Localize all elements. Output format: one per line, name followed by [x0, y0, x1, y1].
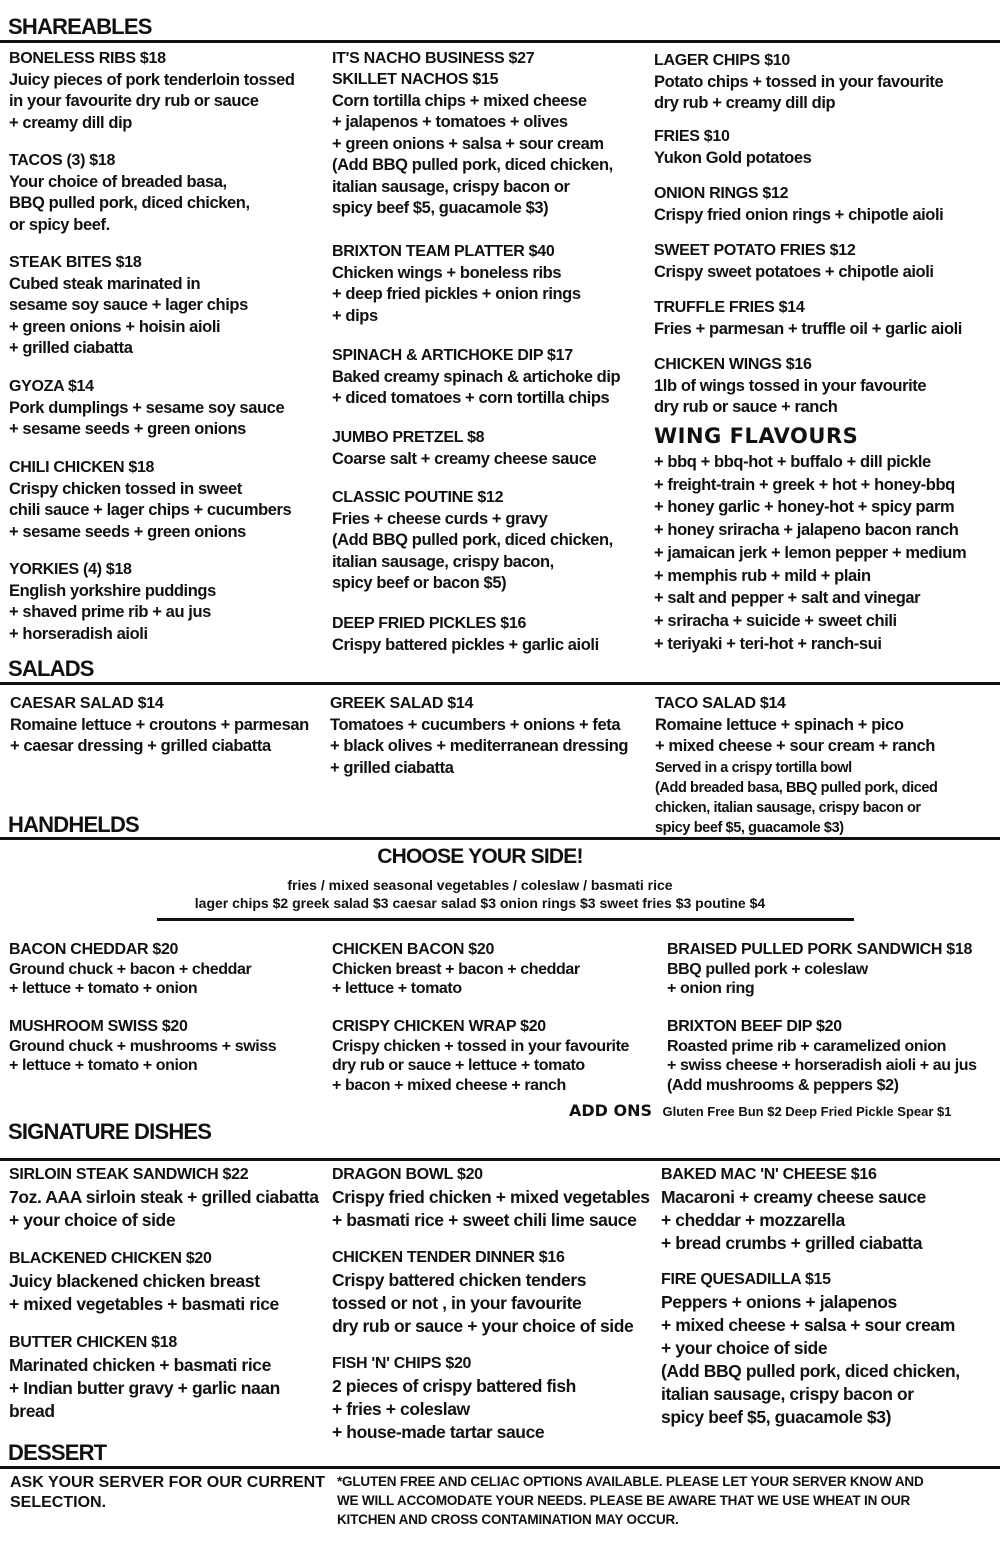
description-line: + mixed cheese + sour cream + ranch [655, 737, 935, 755]
menu-item-description [9, 398, 284, 441]
description-line: BBQ pulled pork, diced chicken, [9, 194, 250, 212]
menu-item-description [332, 1186, 650, 1232]
description-line: Juicy blackened chicken breast [9, 1271, 260, 1291]
menu-item-name: SIRLOIN STEAK SANDWICH $22 [9, 1166, 249, 1183]
description-line: (Add mushrooms & peppers $2) [667, 1076, 899, 1094]
description-line: + diced tomatoes + corn tortilla chips [332, 389, 610, 407]
description-line: Marinated chicken + basmati rice [9, 1355, 271, 1375]
menu-item [332, 613, 599, 656]
description-line: 1lb of wings tossed in your favourite [654, 376, 927, 395]
description-line: + Indian butter gravy + garlic naan [9, 1378, 280, 1398]
menu-item-name: FIRE QUESADILLA $15 [661, 1271, 831, 1288]
description-line: Chicken breast + bacon + cheddar [332, 960, 580, 978]
description-line: spicy beef $5, guacamole $3) [661, 1407, 892, 1427]
description-line: (Add BBQ pulled pork, diced chicken, [332, 156, 613, 174]
description-line: + grilled ciabatta [330, 758, 454, 777]
menu-item-description [332, 91, 613, 220]
menu-item-description [332, 1269, 633, 1338]
menu-item-description [9, 960, 251, 999]
menu-item [332, 345, 620, 410]
description-line: bread [9, 1401, 55, 1421]
description-line: + swiss cheese + horseradish aioli + au jus [667, 1057, 977, 1074]
wing-flavour-line: + freight-train + greek + hot + honey-bbq [654, 475, 955, 494]
menu-item [332, 1163, 650, 1232]
description-line: (Add BBQ pulled pork, diced chicken, [332, 531, 613, 549]
description-line: + jalapenos + tomatoes + olives [332, 113, 568, 131]
menu-item-name: SKILLET NACHOS $15 [332, 71, 499, 88]
description-line: chili sauce + lager chips + cucumbers [9, 501, 292, 519]
add-ons-label: ADD ONS [569, 1101, 653, 1120]
description-line: Yukon Gold potatoes [654, 148, 812, 167]
description-line: Crispy sweet potatoes + chipotle aioli [654, 262, 934, 281]
description-line: Coarse salt + creamy cheese sauce [332, 449, 597, 468]
menu-item-description [9, 1270, 279, 1316]
menu-item-name: CHILI CHICKEN $18 [9, 459, 155, 476]
menu-item-name: BRIXTON TEAM PLATTER $40 [332, 243, 555, 260]
wing-flavour-line: + salt and pepper + salt and vinegar [654, 589, 921, 608]
description-line: Crispy fried onion rings + chipotle aioli [654, 205, 944, 224]
description-line: Crispy battered pickles + garlic aioli [332, 635, 599, 654]
description-line: Crispy chicken tossed in sweet [9, 479, 242, 498]
description-line: English yorkshire puddings [9, 581, 216, 600]
description-line: + cheddar + mozzarella [661, 1210, 845, 1230]
menu-item-name: TACOS (3) $18 [9, 152, 116, 169]
menu-item-description [9, 1037, 276, 1076]
description-line: + shaved prime rib + au jus [9, 603, 211, 621]
description-line: + green onions + hoisin aioli [9, 317, 221, 336]
menu-item-description [667, 960, 972, 999]
menu-item [330, 693, 628, 779]
menu-item-name: DRAGON BOWL $20 [332, 1166, 483, 1183]
menu-item-description [661, 1291, 960, 1429]
menu-item-note [655, 758, 938, 838]
description-line: spicy beef or bacon $5) [332, 574, 507, 592]
description-line: Pork dumplings + sesame soy sauce [9, 398, 285, 417]
description-line: Tomatoes + cucumbers + onions + feta [330, 715, 621, 734]
menu-item-description [654, 72, 943, 115]
note-line: spicy beef $5, guacamole $3) [655, 819, 844, 836]
choose-side-title: CHOOSE YOUR SIDE! [377, 845, 583, 868]
description-line: Fries + cheese curds + gravy [332, 509, 548, 528]
menu-item-name: BONELESS RIBS $18 [9, 50, 166, 67]
choose-side-block [0, 845, 1000, 911]
menu-item-description [661, 1186, 926, 1255]
menu-item-name: CAESAR SALAD $14 [10, 695, 164, 712]
divider [0, 1158, 1000, 1161]
menu-item [332, 427, 596, 470]
divider [157, 918, 854, 921]
menu-item-name: IT'S NACHO BUSINESS $27 [332, 50, 535, 67]
description-line: + creamy dill dip [9, 113, 132, 132]
menu-item-description [10, 715, 309, 758]
menu-item-name: SWEET POTATO FRIES $12 [654, 242, 856, 259]
menu-item-description [332, 1037, 629, 1096]
description-line: + basmati rice + sweet chili lime sauce [332, 1210, 637, 1230]
menu-item [9, 559, 216, 645]
menu-item-name: BAKED MAC 'N' CHEESE $16 [661, 1166, 877, 1183]
menu-item-name: DEEP FRIED PICKLES $16 [332, 615, 527, 632]
section-title-shareables: SHAREABLES [8, 14, 152, 39]
menu-item-description [667, 1037, 977, 1096]
menu-item [9, 252, 248, 360]
menu-item-name: JUMBO PRETZEL $8 [332, 429, 485, 446]
menu-item [332, 48, 534, 70]
description-line: + caesar dressing + grilled ciabatta [10, 737, 271, 755]
menu-item-description [9, 1354, 280, 1423]
menu-item [667, 1017, 977, 1095]
description-line: Cubed steak marinated in [9, 274, 201, 293]
menu-item-name: BRAISED PULLED PORK SANDWICH $18 [667, 941, 973, 958]
description-line: in your favourite dry rub or sauce [9, 92, 259, 110]
menu-item-name: TRUFFLE FRIES $14 [654, 299, 805, 316]
description-line: + mixed cheese + salsa + sour cream [661, 1315, 955, 1335]
description-line: dry rub + creamy dill dip [654, 94, 836, 112]
menu-item-name: BRIXTON BEEF DIP $20 [667, 1018, 842, 1035]
menu-item-description [9, 581, 216, 646]
menu-item-description [332, 960, 580, 999]
menu-item-name: YORKIES (4) $18 [9, 561, 132, 578]
note-line: Served in a crispy tortilla bowl [655, 759, 852, 776]
menu-item-name: BUTTER CHICKEN $18 [9, 1334, 177, 1351]
wing-flavour-line: + teriyaki + teri-hot + ranch-sui [654, 634, 882, 653]
menu-item-name: FRIES $10 [654, 128, 730, 145]
description-line: Corn tortilla chips + mixed cheese [332, 91, 587, 110]
menu-item [332, 69, 613, 220]
menu-item-description [654, 148, 811, 170]
description-line: sesame soy sauce + lager chips [9, 296, 248, 314]
wing-flavour-line: + sriracha + suicide + sweet chili [654, 611, 897, 630]
menu-item [10, 693, 309, 758]
menu-item-description [9, 1186, 319, 1232]
menu-item-name: FISH 'N' CHIPS $20 [332, 1355, 472, 1372]
menu-item-name: CRISPY CHICKEN WRAP $20 [332, 1018, 546, 1035]
menu-item [9, 376, 284, 441]
description-line: (Add BBQ pulled pork, diced chicken, [661, 1361, 960, 1381]
description-line: BBQ pulled pork + coleslaw [667, 960, 868, 978]
menu-item [9, 1331, 280, 1423]
description-line: + lettuce + tomato + onion [9, 980, 198, 997]
menu-item [661, 1268, 960, 1429]
description-line: + green onions + salsa + sour cream [332, 134, 604, 153]
description-line: Baked creamy spinach & artichoke dip [332, 367, 621, 386]
menu-item-name: SPINACH & ARTICHOKE DIP $17 [332, 347, 573, 364]
wing-flavour-line: + memphis rub + mild + plain [654, 566, 871, 585]
menu-item [661, 1163, 926, 1255]
description-line: Your choice of breaded basa, [9, 172, 227, 191]
section-title-dessert: DESSERT [8, 1440, 107, 1465]
menu-item-description [330, 715, 628, 780]
allergy-notice-line: KITCHEN AND CROSS CONTAMINATION MAY OCCUR. [337, 1512, 679, 1527]
menu-item-description [332, 263, 581, 328]
divider [0, 1466, 1000, 1469]
section-title-handhelds: HANDHELDS [8, 812, 139, 837]
add-ons-row [569, 1101, 951, 1121]
menu-item-description [9, 274, 248, 360]
menu-item [9, 457, 291, 543]
menu-item [332, 940, 580, 999]
menu-item-description [654, 262, 934, 284]
description-line: italian sausage, crispy bacon, [332, 552, 554, 571]
add-ons-text: Gluten Free Bun $2 Deep Fried Pickle Spear $1 [662, 1104, 952, 1119]
menu-item-description [332, 509, 613, 595]
menu-item [9, 940, 251, 999]
wing-flavour-line: + honey sriracha + jalapeno bacon ranch [654, 521, 959, 540]
description-line: Romaine lettuce + croutons + parmesan [10, 715, 309, 734]
dessert-text [10, 1473, 325, 1513]
description-line: + bacon + mixed cheese + ranch [332, 1076, 566, 1094]
description-line: or spicy beef. [9, 215, 110, 234]
menu-item-name: GREEK SALAD $14 [330, 695, 474, 712]
description-line: dry rub or sauce + lettuce + tomato [332, 1057, 585, 1074]
wing-flavour-line: + bbq + bbq-hot + buffalo + dill pickle [654, 453, 931, 471]
menu-item [9, 48, 295, 134]
description-line: italian sausage, crispy bacon or [332, 177, 570, 196]
menu-item-name: CHICKEN BACON $20 [332, 941, 495, 958]
menu-item-name: STEAK BITES $18 [9, 254, 142, 271]
description-line: + deep fried pickles + onion rings [332, 285, 581, 303]
menu-item-description [332, 367, 620, 410]
menu-item [654, 183, 943, 226]
description-line: spicy beef $5, guacamole $3) [332, 199, 549, 217]
menu-item-name: GYOZA $14 [9, 378, 94, 395]
menu-item-description [9, 172, 250, 237]
section-title-signature-dishes: SIGNATURE DISHES [8, 1119, 212, 1144]
menu-item-name: BLACKENED CHICKEN $20 [9, 1250, 212, 1267]
menu-item [9, 1247, 279, 1316]
menu-item [655, 693, 938, 838]
section-title-salads: SALADS [8, 656, 94, 681]
description-line: + lettuce + tomato + onion [9, 1057, 198, 1074]
description-line: + sesame seeds + green onions [9, 522, 246, 541]
description-line: Romaine lettuce + spinach + pico [655, 715, 904, 734]
allergy-notice [337, 1472, 924, 1529]
description-line: + your choice of side [9, 1210, 176, 1230]
note-line: (Add breaded basa, BBQ pulled pork, diced [655, 779, 938, 796]
description-line: + mixed vegetables + basmati rice [9, 1294, 279, 1314]
divider [0, 682, 1000, 685]
menu-item [9, 1163, 319, 1232]
menu-item-name: CHICKEN TENDER DINNER $16 [332, 1249, 565, 1266]
description-line: + horseradish aioli [9, 624, 148, 643]
menu-item [332, 1246, 633, 1338]
description-line: Macaroni + creamy cheese sauce [661, 1187, 926, 1207]
description-line: + bread crumbs + grilled ciabatta [661, 1233, 923, 1253]
description-line: Crispy chicken + tossed in your favourite [332, 1037, 630, 1055]
menu-item [654, 354, 926, 419]
menu-item [654, 297, 962, 340]
dessert-line: ASK YOUR SERVER FOR OUR CURRENT [10, 1474, 325, 1491]
description-line: Crispy battered chicken tenders [332, 1270, 587, 1290]
description-line: + onion ring [667, 980, 755, 997]
description-line: Potato chips + tossed in your favourite [654, 72, 944, 91]
menu-item-name: ONION RINGS $12 [654, 185, 789, 202]
description-line: tossed or not , in your favourite [332, 1293, 582, 1313]
menu-item-description [654, 319, 962, 341]
menu-item-name: CLASSIC POUTINE $12 [332, 489, 504, 506]
menu-item [332, 487, 613, 595]
description-line: italian sausage, crispy bacon or [661, 1384, 914, 1404]
description-line: + grilled ciabatta [9, 339, 133, 357]
divider [0, 40, 1000, 43]
description-line: Ground chuck + bacon + cheddar [9, 960, 252, 978]
description-line: + fries + coleslaw [332, 1399, 470, 1419]
description-line: Ground chuck + mushrooms + swiss [9, 1037, 277, 1055]
description-line: dry rub or sauce + ranch [654, 398, 838, 416]
note-line: chicken, italian sausage, crispy bacon or [655, 799, 921, 816]
menu-item-name: LAGER CHIPS $10 [654, 52, 790, 69]
menu-item [9, 150, 250, 236]
description-line: 7oz. AAA sirloin steak + grilled ciabatta [9, 1187, 319, 1207]
side-options-line: fries / mixed seasonal vegetables / coleslaw / basmati rice [287, 877, 673, 893]
description-line: Juicy pieces of pork tenderloin tossed [9, 70, 295, 89]
description-line: dry rub or sauce + your choice of side [332, 1316, 634, 1336]
description-line: + your choice of side [661, 1338, 828, 1358]
description-line: + black olives + mediterranean dressing [330, 737, 629, 755]
description-line: Crispy fried chicken + mixed vegetables [332, 1187, 650, 1207]
side-upgrades-line: lager chips $2 greek salad $3 caesar salad $3 onion rings $3 sweet fries $3 poutine $4 [194, 895, 766, 911]
description-line: + house-made tartar sauce [332, 1422, 545, 1442]
menu-item-name: TACO SALAD $14 [655, 695, 786, 712]
menu-item [654, 50, 943, 115]
menu-item [9, 1017, 276, 1076]
menu-item-name: BACON CHEDDAR $20 [9, 941, 179, 958]
menu-item [654, 126, 811, 169]
menu-item-description [332, 635, 599, 657]
menu-item-description [654, 205, 943, 227]
menu-item-description [654, 376, 926, 419]
wing-flavours-title: WING FLAVOURS [654, 424, 859, 448]
menu-item-description [332, 1375, 576, 1444]
menu-item-description [9, 70, 295, 135]
description-line: Fries + parmesan + truffle oil + garlic aioli [654, 319, 962, 338]
menu-item-name: CHICKEN WINGS $16 [654, 356, 812, 373]
allergy-notice-line: WE WILL ACCOMODATE YOUR NEEDS. PLEASE BE AWARE THAT WE USE WHEAT IN OUR [337, 1493, 911, 1508]
menu-item [332, 1352, 576, 1444]
allergy-notice-line: *GLUTEN FREE AND CELIAC OPTIONS AVAILABLE. PLEASE LET YOUR SERVER KNOW AND [337, 1474, 924, 1489]
menu-item-description [332, 449, 596, 471]
menu-item [654, 240, 934, 283]
description-line: Peppers + onions + jalapenos [661, 1292, 897, 1312]
dessert-line: SELECTION. [10, 1494, 107, 1511]
menu-item [332, 1017, 629, 1095]
description-line: Chicken wings + boneless ribs [332, 263, 562, 282]
description-line: + lettuce + tomato [332, 980, 462, 997]
description-line: Roasted prime rib + caramelized onion [667, 1037, 947, 1055]
description-line: + sesame seeds + green onions [9, 420, 246, 438]
wing-flavour-line: + jamaican jerk + lemon pepper + medium [654, 543, 967, 562]
description-line: 2 pieces of crispy battered fish [332, 1376, 576, 1396]
menu-item-name: MUSHROOM SWISS $20 [9, 1018, 188, 1035]
menu-item-description [9, 479, 291, 544]
description-line: + dips [332, 306, 378, 325]
menu-item [667, 940, 972, 999]
wing-flavour-line: + honey garlic + honey-hot + spicy parm [654, 498, 955, 517]
menu-item-description [655, 715, 938, 758]
menu-item [332, 241, 581, 327]
wing-flavours-list [654, 451, 966, 655]
